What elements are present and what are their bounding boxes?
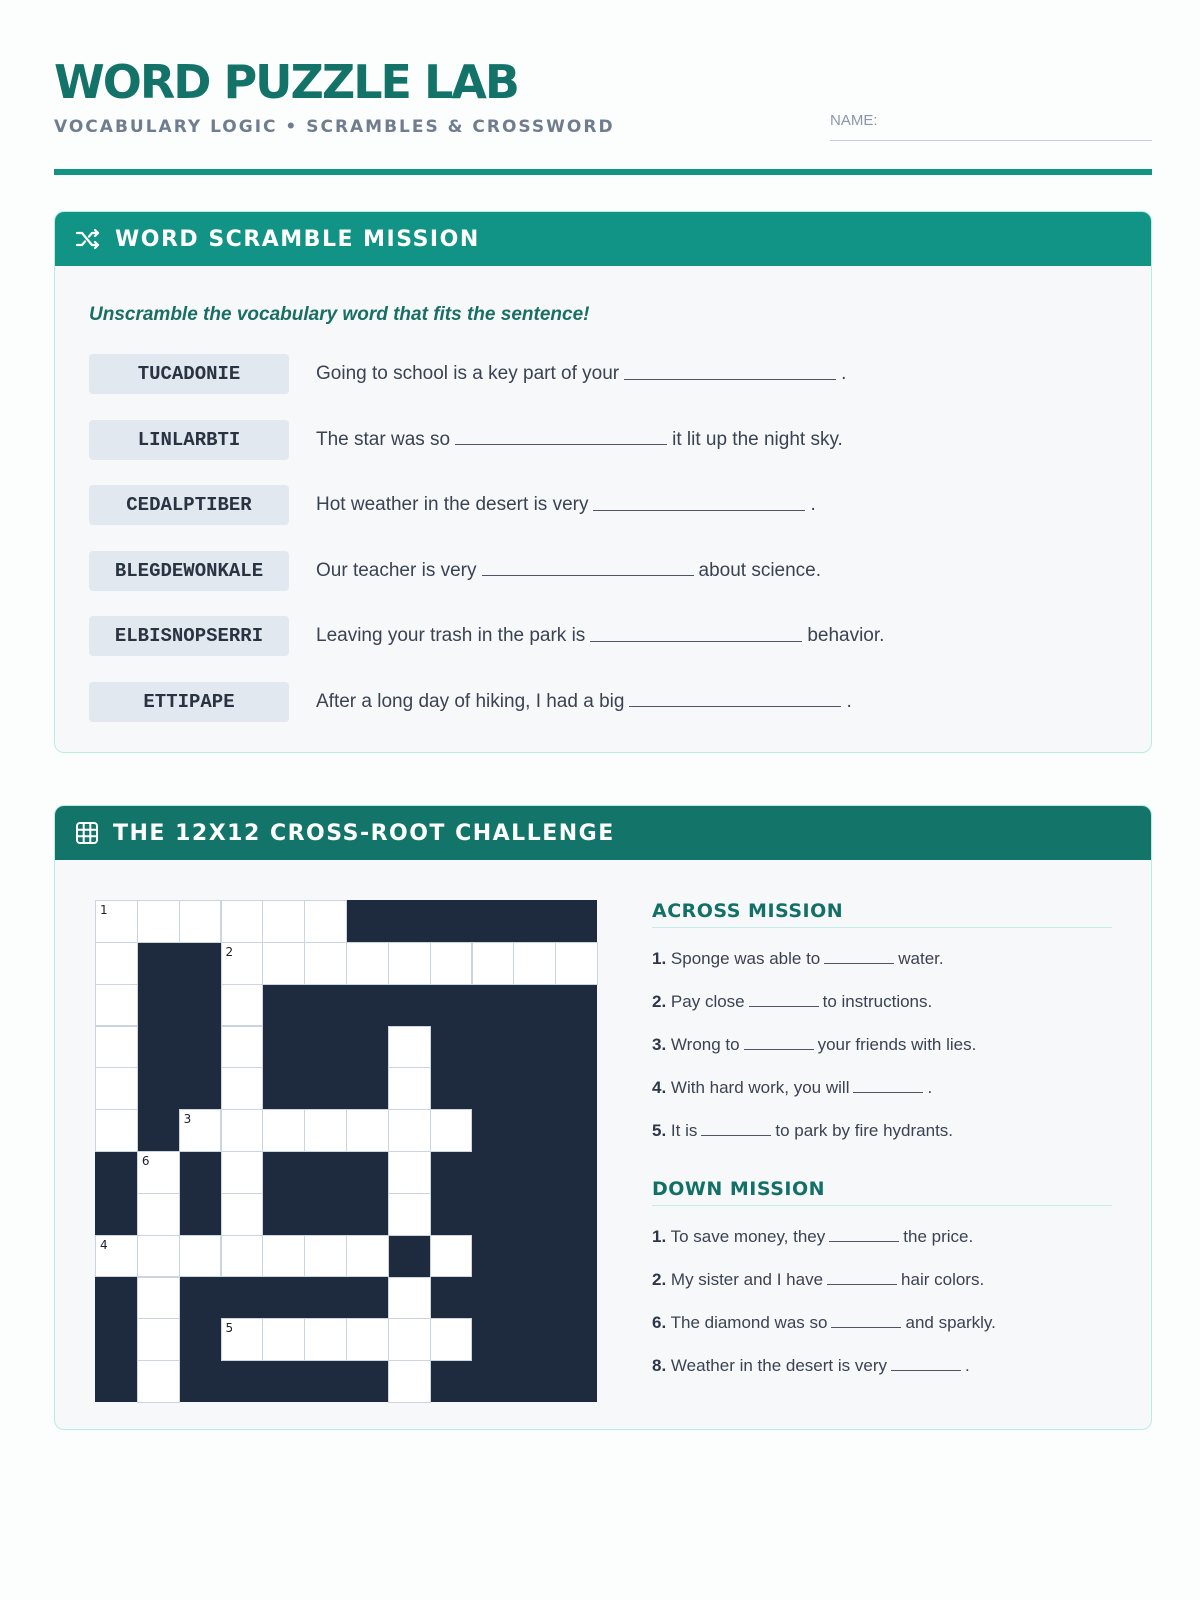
crossword-cell[interactable]: [262, 942, 305, 985]
cell-number: 2: [225, 944, 234, 959]
crossword-cell[interactable]: [95, 1235, 138, 1278]
crossword-cell[interactable]: [555, 942, 598, 985]
clue-text-end: .: [927, 1078, 933, 1097]
sentence-start: Our teacher is very: [316, 559, 477, 581]
crossword-cell[interactable]: [262, 900, 305, 943]
page-subtitle: VOCABULARY LOGIC • SCRAMBLES & CROSSWORD: [54, 117, 615, 137]
crossword-cell[interactable]: [95, 1067, 138, 1110]
crossword-heading: THE 12X12 CROSS-ROOT CHALLENGE: [113, 820, 615, 846]
across-title: ACROSS MISSION: [652, 900, 1112, 928]
crossword-cell[interactable]: [221, 900, 264, 943]
cell-number: 5: [225, 1321, 234, 1336]
crossword-cell[interactable]: [430, 1109, 473, 1152]
header-divider: [54, 169, 1152, 175]
clue-text-start: Sponge was able to: [670, 949, 821, 968]
scramble-sentence: [316, 429, 843, 451]
crossword-cell[interactable]: [430, 942, 473, 985]
cell-number: 6: [141, 1154, 150, 1168]
crossword-cell[interactable]: [95, 984, 138, 1027]
clue-text-start: My sister and I have: [670, 1270, 824, 1289]
crossword-cell[interactable]: [388, 1151, 431, 1194]
crossword-cell[interactable]: [388, 942, 431, 985]
crossword-cell[interactable]: [304, 1318, 347, 1361]
crossword-cell[interactable]: [179, 1109, 222, 1152]
clue-text-end: .: [964, 1356, 970, 1375]
scramble-sentence: [316, 560, 821, 582]
answer-blank[interactable]: [624, 379, 836, 380]
crossword-cell[interactable]: [221, 1235, 264, 1278]
crossword-cell[interactable]: [388, 1109, 431, 1152]
sentence-start: The star was so: [316, 428, 451, 450]
scramble-panel-header: [55, 212, 1151, 266]
scrambled-word: ETTIPAPE: [89, 682, 289, 722]
crossword-cell[interactable]: [137, 1277, 180, 1320]
down-clue: [652, 1353, 1112, 1378]
sentence-end: .: [810, 494, 816, 515]
crossword-cell[interactable]: [388, 1193, 431, 1236]
crossword-cell[interactable]: [262, 1318, 305, 1361]
clue-text-end: water.: [898, 949, 944, 968]
crossword-cell[interactable]: [221, 1318, 264, 1361]
crossword-cell[interactable]: [346, 1235, 389, 1278]
crossword-cell[interactable]: [304, 900, 347, 943]
clue-blank: [853, 1092, 923, 1093]
scramble-row: [89, 682, 852, 722]
across-clue: [652, 946, 1112, 971]
down-clue: [652, 1267, 1112, 1292]
scrambled-word: BLEGDEWONKALE: [89, 551, 289, 591]
down-title: DOWN MISSION: [652, 1178, 1112, 1206]
scramble-row: [89, 420, 843, 460]
cell-number: 1: [100, 903, 108, 917]
clue-blank: [701, 1135, 771, 1136]
clue-text-end: the price.: [903, 1227, 974, 1246]
sentence-start: Going to school is a key part of your: [316, 363, 620, 384]
sentence-start: Hot weather in the desert is very: [316, 494, 589, 515]
sentence-end: it lit up the night sky.: [672, 428, 843, 450]
crossword-cell[interactable]: [304, 942, 347, 985]
clue-blank: [827, 1284, 897, 1285]
scrambled-word: ELBISNOPSERRI: [89, 616, 289, 656]
crossword-cell[interactable]: [346, 1109, 389, 1152]
crossword-cell[interactable]: [388, 1026, 431, 1069]
crossword-cell[interactable]: [262, 1109, 305, 1152]
answer-blank[interactable]: [593, 510, 805, 511]
clue-text-start: Weather in the desert is very: [670, 1356, 887, 1375]
clue-text-end: to park by fire hydrants.: [775, 1121, 954, 1140]
across-clue: [652, 989, 1112, 1014]
crossword-cell[interactable]: [95, 900, 138, 943]
scramble-sentence: [316, 494, 816, 516]
crossword-cell[interactable]: [388, 1067, 431, 1110]
crossword-cell[interactable]: [137, 1318, 180, 1361]
crossword-cell[interactable]: [388, 1277, 431, 1320]
scramble-row: [89, 485, 816, 525]
crossword-grid: [95, 900, 597, 1402]
crossword-cell[interactable]: [179, 1235, 222, 1278]
clue-blank: [824, 963, 894, 964]
clue-number: 6.: [652, 1313, 667, 1332]
clue-number: 3.: [652, 1035, 667, 1054]
clue-text-end: to instructions.: [822, 992, 933, 1011]
crossword-cell[interactable]: [137, 900, 180, 943]
clue-number: 1.: [652, 1227, 667, 1246]
cell-number: 3: [183, 1112, 192, 1127]
crossword-cell[interactable]: [221, 1151, 264, 1194]
crossword-cell[interactable]: [346, 1318, 389, 1361]
scramble-instruction: Unscramble the vocabulary word that fits the sentence!: [89, 304, 590, 325]
crossword-cell[interactable]: [221, 1026, 264, 1069]
clue-text-end: hair colors.: [901, 1270, 985, 1289]
clue-number: 5.: [652, 1121, 667, 1140]
clue-blank: [749, 1006, 819, 1007]
crossword-cell[interactable]: [430, 1318, 473, 1361]
clue-blank: [829, 1241, 899, 1242]
clue-text-start: Pay close: [670, 992, 745, 1011]
crossword-cell[interactable]: [137, 1193, 180, 1236]
scrambled-word: LINLARBTI: [89, 420, 289, 460]
crossword-cell[interactable]: [221, 984, 264, 1027]
grid-icon: [75, 821, 99, 845]
crossword-cell[interactable]: [221, 1109, 264, 1152]
name-field[interactable]: [830, 140, 1152, 141]
answer-blank[interactable]: [455, 444, 667, 445]
clue-number: 4.: [652, 1078, 667, 1097]
crossword-cell[interactable]: [513, 942, 556, 985]
crossword-cell[interactable]: [137, 1151, 180, 1194]
scramble-sentence: [316, 691, 852, 713]
clue-text-start: It is: [670, 1121, 698, 1140]
scramble-sentence: [316, 625, 884, 647]
clue-number: 8.: [652, 1356, 667, 1375]
across-clues: [652, 900, 1112, 1143]
crossword-cell[interactable]: [95, 1026, 138, 1069]
clue-text-end: your friends with lies.: [817, 1035, 977, 1054]
clue-number: 2.: [652, 1270, 667, 1289]
down-clue: [652, 1310, 1112, 1335]
sentence-start: After a long day of hiking, I had a big: [316, 690, 625, 712]
crossword-cell[interactable]: [221, 942, 264, 985]
name-label: NAME:: [830, 112, 878, 129]
crossword-cell[interactable]: [221, 1193, 264, 1236]
scrambled-word: TUCADONIE: [89, 354, 289, 394]
clue-text-start: With hard work, you will: [670, 1078, 850, 1097]
clue-number: 1.: [652, 949, 667, 968]
scramble-row: [89, 354, 846, 394]
crossword-cell[interactable]: [472, 942, 515, 985]
clue-text-end: and sparkly.: [905, 1313, 996, 1332]
answer-blank[interactable]: [629, 706, 841, 707]
scramble-row: [89, 616, 884, 656]
crossword-cell[interactable]: [179, 900, 222, 943]
clue-text-start: The diamond was so: [670, 1313, 828, 1332]
clue-text-start: Wrong to: [670, 1035, 740, 1054]
crossword-cell[interactable]: [137, 1235, 180, 1278]
sentence-end: about science.: [698, 559, 822, 581]
across-clue: [652, 1118, 1112, 1143]
sentence-end: behavior.: [807, 625, 885, 646]
page-title: WORD PUZZLE LAB: [54, 55, 518, 109]
clue-blank: [891, 1370, 961, 1371]
crossword-panel-header: [55, 806, 1151, 860]
sentence-start: Leaving your trash in the park is: [316, 625, 586, 646]
sentence-end: .: [841, 363, 847, 384]
crossword-cell[interactable]: [262, 1235, 305, 1278]
crossword-cell[interactable]: [95, 1109, 138, 1152]
answer-blank[interactable]: [590, 641, 802, 642]
clue-text-start: To save money, they: [670, 1227, 826, 1246]
down-clue: [652, 1224, 1112, 1249]
crossword-cell[interactable]: [221, 1067, 264, 1110]
scramble-heading: WORD SCRAMBLE MISSION: [115, 226, 480, 252]
crossword-cell[interactable]: [346, 942, 389, 985]
scramble-sentence: [316, 363, 846, 385]
clue-number: 2.: [652, 992, 667, 1011]
crossword-cell[interactable]: [388, 1360, 431, 1403]
across-clue: [652, 1032, 1112, 1057]
crossword-cell[interactable]: [304, 1235, 347, 1278]
crossword-panel: [54, 805, 1152, 1430]
scrambled-word: CEDALPTIBER: [89, 485, 289, 525]
crossword-cell[interactable]: [95, 942, 138, 985]
clue-blank: [744, 1049, 814, 1050]
cell-number: 4: [100, 1237, 108, 1252]
scramble-row: [89, 551, 821, 591]
sentence-end: .: [846, 690, 852, 712]
clue-blank: [831, 1327, 901, 1328]
crossword-cell[interactable]: [304, 1109, 347, 1152]
crossword-cell[interactable]: [430, 1235, 473, 1278]
across-clue: [652, 1075, 1112, 1100]
down-clues: [652, 1178, 1112, 1378]
shuffle-icon: [75, 227, 101, 251]
scramble-panel: [54, 211, 1152, 753]
crossword-cell[interactable]: [388, 1318, 431, 1361]
answer-blank[interactable]: [482, 575, 694, 576]
crossword-cell[interactable]: [137, 1360, 180, 1403]
